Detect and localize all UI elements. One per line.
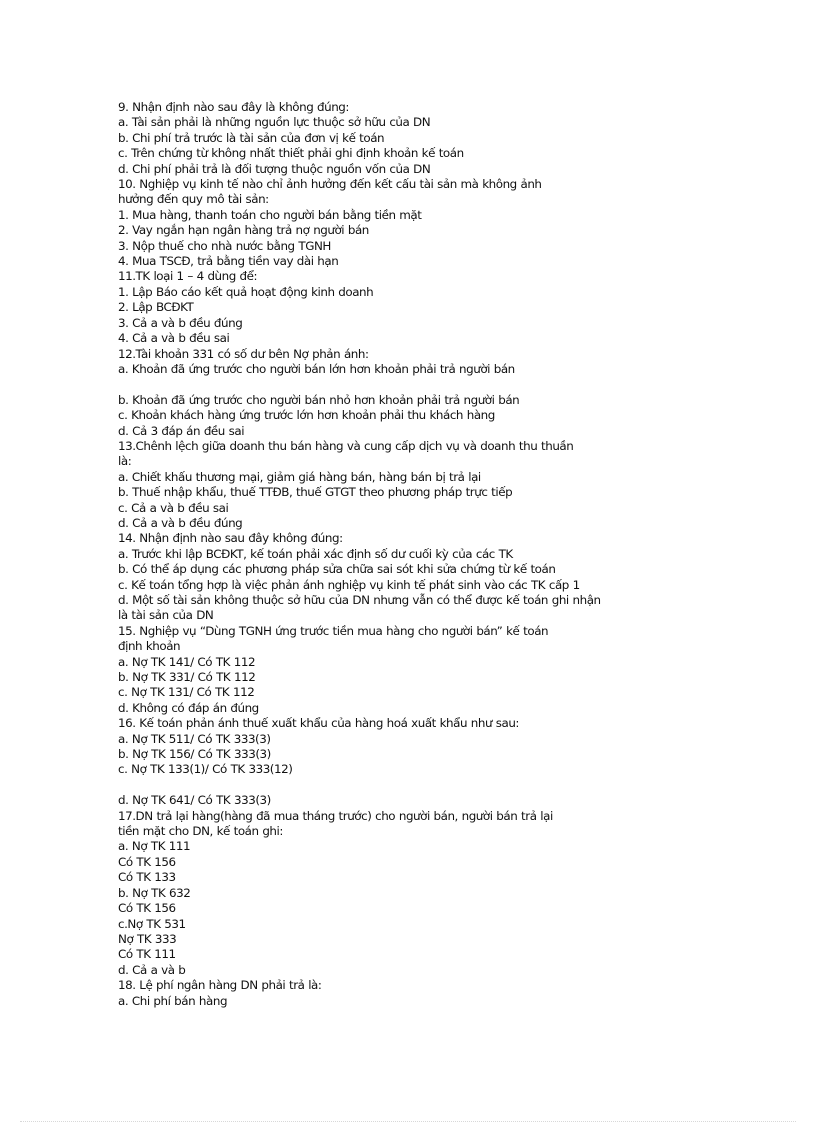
q12-option-a: a. Khoản đã ứng trước cho người bán lớn hơn khoản phải trả người bán [118,361,515,376]
q17-option-c-line-3: Có TK 111 [118,947,176,962]
blank-line [118,778,758,793]
q9-question: 9. Nhận định nào sau đây là không đúng: [118,100,349,114]
q11-option-4: 4. Cả a và b đều sai [118,331,230,346]
q17-question-cont: tiền mặt cho DN, kế toán ghi: [118,824,283,839]
q16-question: 16. Kế toán phản ánh thuế xuất khẩu của hàng hoá xuất khẩu như sau: [118,716,519,731]
q17-option-d: d. Cả a và b [118,962,186,977]
q14-option-a: a. Trước khi lập BCĐKT, kế toán phải xác định số dư cuối kỳ của các TK [118,546,513,561]
q10-option-2: 2. Vay ngắn hạn ngân hàng trả nợ người bán [118,223,369,238]
q15-question-cont: định khoản [118,639,181,654]
q17-option-b: b. Nợ TK 632 [118,885,191,900]
q10-question-cont: hưởng đến quy mô tài sản: [118,192,269,207]
q13-option-d: d. Cả a và b đều đúng [118,515,243,530]
q12-question: 12.Tài khoản 331 có số dư bên Nợ phản ánh: [118,346,369,361]
q10-option-3: 3. Nộp thuế cho nhà nước bằng TGNH [118,238,331,253]
q14-option-d-cont: là tài sản của DN [118,608,214,623]
q9-option-a: a. Tài sản phải là những nguồn lực thuộc sở hữu của DN [118,115,431,130]
q18-option-a: a. Chi phí bán hàng [118,993,228,1008]
q15-question: 15. Nghiệp vụ “Dùng TGNH ứng trước tiền mua hàng cho người bán” kế toán [118,623,549,638]
q9-option-b: b. Chi phí trả trước là tài sản của đơn vị kế toán [118,130,385,145]
q17-question: 17.DN trả lại hàng(hàng đã mua tháng trước) cho người bán, người bán trả lại [118,808,553,823]
q13-question-cont: là: [118,454,132,469]
q10-option-1: 1. Mua hàng, thanh toán cho người bán bằng tiền mặt [118,207,422,222]
q17-option-c: c.Nợ TK 531 [118,916,186,931]
q14-option-b: b. Có thể áp dụng các phương pháp sửa chữa sai sót khi sửa chứng từ kế toán [118,562,556,577]
q11-option-3: 3. Cả a và b đều đúng [118,315,243,330]
q16-option-c: c. Nợ TK 133(1)/ Có TK 333(12) [118,762,293,777]
q15-option-c: c. Nợ TK 131/ Có TK 112 [118,685,255,700]
q14-option-d: d. Một số tài sản không thuộc sở hữu của DN nhưng vẫn có thể được kế toán ghi nhận [118,592,601,607]
q13-option-a: a. Chiết khấu thương mại, giảm giá hàng bán, hàng bán bị trả lại [118,469,481,484]
q17-option-b-line-2: Có TK 156 [118,901,176,916]
q13-option-b: b. Thuế nhập khẩu, thuế TTĐB, thuế GTGT theo phương pháp trực tiếp [118,485,513,500]
q17-option-a: a. Nợ TK 111 [118,839,191,854]
q12-option-d: d. Cả 3 đáp án đều sai [118,423,245,438]
q17-option-c-line-2: Nợ TK 333 [118,931,177,946]
q10-question: 10. Nghiệp vụ kinh tế nào chỉ ảnh hưởng đến kết cấu tài sản mà không ảnh [118,177,542,192]
document-page [118,100,758,1009]
q11-option-1: 1. Lập Báo cáo kết quả hoạt động kinh doanh [118,284,374,299]
q16-option-b: b. Nợ TK 156/ Có TK 333(3) [118,747,271,762]
q13-option-c: c. Cả a và b đều sai [118,500,229,515]
page-bottom-divider [20,1121,796,1122]
q18-question: 18. Lệ phí ngân hàng DN phải trả là: [118,978,322,993]
q9-option-d: d. Chi phí phải trả là đối tượng thuộc nguồn vốn của DN [118,161,431,176]
q12-option-c: c. Khoản khách hàng ứng trước lớn hơn khoản phải thu khách hàng [118,408,495,423]
q10-option-4: 4. Mua TSCĐ, trả bằng tiền vay dài hạn [118,254,339,269]
q15-option-a: a. Nợ TK 141/ Có TK 112 [118,654,256,669]
q9-option-c: c. Trên chứng từ không nhất thiết phải ghi định khoản kế toán [118,146,464,161]
q15-option-b: b. Nợ TK 331/ Có TK 112 [118,670,256,685]
q14-question: 14. Nhận định nào sau đây không đúng: [118,531,343,546]
q12-option-b: b. Khoản đã ứng trước cho người bán nhỏ hơn khoản phải trả người bán [118,392,520,407]
q15-option-d: d. Không có đáp án đúng [118,700,259,715]
q13-question: 13.Chênh lệch giữa doanh thu bán hàng và cung cấp dịch vụ và doanh thu thuần [118,438,574,453]
q11-question: 11.TK loại 1 – 4 dùng để: [118,269,258,284]
q17-option-a-line-3: Có TK 133 [118,870,176,885]
q14-option-c: c. Kế toán tổng hợp là việc phản ánh nghiệp vụ kinh tế phát sinh vào các TK cấp 1 [118,577,580,592]
q16-option-a: a. Nợ TK 511/ Có TK 333(3) [118,731,271,746]
blank-line [118,377,758,392]
q17-option-a-line-2: Có TK 156 [118,854,176,869]
q16-option-d: d. Nợ TK 641/ Có TK 333(3) [118,793,271,808]
q11-option-2: 2. Lập BCĐKT [118,300,194,315]
